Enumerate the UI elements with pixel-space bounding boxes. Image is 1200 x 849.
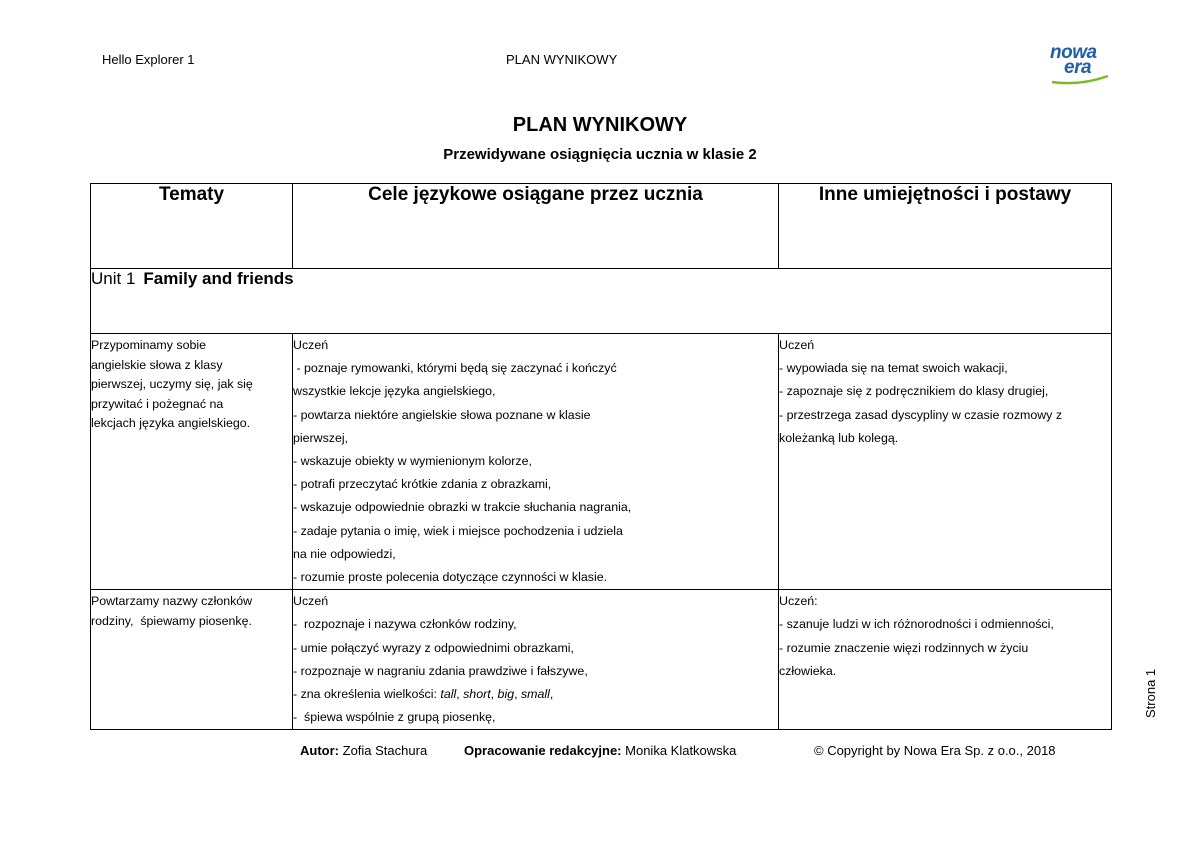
- page-subtitle: Przewidywane osiągnięcia ucznia w klasie 2: [443, 146, 757, 163]
- topic-line: lekcjach języka angielskiego.: [91, 416, 251, 430]
- size-word: small: [520, 687, 550, 702]
- topic-line: przywitać i pożegnać na: [91, 396, 224, 411]
- header-center-title: PLAN WYNIKOWY: [506, 52, 618, 67]
- goal-line: - potrafi przeczytać krótkie zdania z obrazkami,: [293, 477, 552, 492]
- unit-heading: [91, 269, 1112, 334]
- goal-line: - rozpoznaje w nagraniu zdania prawdziwe i fałszywe,: [293, 663, 588, 678]
- goals-cell: [293, 590, 779, 730]
- size-word: tall: [440, 687, 457, 702]
- goal-line: - rozpoznaje i nazywa członków rodziny,: [293, 617, 517, 632]
- topic-line: pierwszej, uczymy się, jak się: [91, 377, 253, 391]
- skill-line: - rozumie znaczenie więzi rodzinnych w życiu: [779, 640, 1029, 655]
- goal-line: - umie połączyć wyrazy z odpowiednimi obrazkami,: [293, 640, 574, 655]
- goal-line: - rozumie proste polecenia dotyczące czynności w klasie.: [293, 570, 608, 585]
- size-word: short: [463, 687, 491, 702]
- header-goals: Cele językowe osiągane przez ucznia: [293, 184, 779, 269]
- skills-cell: [779, 334, 1112, 590]
- skill-line: Uczeń: [779, 338, 815, 352]
- table-row: [91, 334, 1112, 590]
- goal-line: - zadaje pytania o imię, wiek i miejsce pochodzenia i udziela: [293, 523, 623, 538]
- unit-number: Unit 1: [91, 269, 136, 288]
- topic-line: Przypominamy sobie: [91, 338, 207, 352]
- skills-cell: [779, 590, 1112, 730]
- topic-cell: [91, 334, 293, 590]
- author-label: Autor:: [300, 743, 339, 758]
- logo-line1: nowa: [1050, 42, 1097, 63]
- unit-row: [91, 269, 1112, 334]
- footer-copyright: © Copyright by Nowa Era Sp. z o.o., 2018: [814, 743, 1056, 758]
- page-title: PLAN WYNIKOWY: [512, 114, 688, 136]
- goal-line: pierwszej,: [293, 430, 349, 445]
- footer-author: [300, 743, 427, 758]
- page-number: Strona 1: [1143, 668, 1158, 718]
- header-title: Hello Explorer 1: [102, 52, 195, 67]
- logo-line2: era: [1064, 57, 1092, 78]
- topic-line: rodziny, śpiewamy piosenkę.: [91, 613, 252, 628]
- unit-name: Family and friends: [143, 269, 294, 288]
- goal-line: na nie odpowiedzi,: [293, 546, 396, 561]
- plan-table: [90, 183, 1112, 730]
- goal-line: - śpiewa wspólnie z grupą piosenkę,: [293, 710, 496, 725]
- header-skills: Inne umiejętności i postawy: [779, 184, 1112, 269]
- skill-line: - zapoznaje się z podręcznikiem do klasy drugiej,: [779, 384, 1049, 399]
- skill-line: - szanuje ludzi w ich różnorodności i odmienności,: [779, 617, 1054, 632]
- skill-line: człowieka.: [779, 663, 837, 678]
- author-name: Zofia Stachura: [342, 743, 428, 758]
- table-row: [91, 590, 1112, 730]
- footer-editor: [464, 743, 736, 758]
- goal-line: Uczeń: [293, 594, 329, 609]
- topic-line: Powtarzamy nazwy członków: [91, 594, 253, 609]
- topic-line: angielskie słowa z klasy: [91, 357, 223, 372]
- goals-cell: [293, 334, 779, 590]
- editor-label: Opracowanie redakcyjne:: [464, 743, 622, 758]
- nowa-era-logo: [1050, 44, 1110, 90]
- goal-line: - wskazuje obiekty w wymienionym kolorze,: [293, 454, 532, 469]
- size-prefix: - zna określenia wielkości:: [293, 687, 441, 702]
- size-suffix: ,: [549, 687, 554, 702]
- skill-line: - wypowiada się na temat swoich wakacji,: [779, 361, 1008, 376]
- goal-line: Uczeń: [293, 338, 329, 352]
- skill-line: - przestrzega zasad dyscypliny w czasie rozmowy z: [779, 407, 1063, 422]
- table-header-row: [91, 184, 1112, 269]
- topic-cell: [91, 590, 293, 730]
- goal-line: - powtarza niektóre angielskie słowa poznane w klasie: [293, 407, 591, 422]
- header-topics: Tematy: [91, 184, 293, 269]
- goal-line-sizes: - zna określenia wielkości: tall, short, big, small,: [293, 687, 554, 702]
- goal-line: wszystkie lekcje języka angielskiego,: [293, 384, 496, 399]
- editor-name: Monika Klatkowska: [625, 743, 737, 758]
- skill-line: koleżanką lub kolegą.: [779, 430, 899, 445]
- logo-swoosh-icon: [1050, 74, 1110, 86]
- goal-line: - poznaje rymowanki, którymi będą się zaczynać i kończyć: [293, 361, 617, 376]
- size-word: big: [497, 687, 515, 702]
- skill-line: Uczeń:: [779, 594, 818, 609]
- goal-line: - wskazuje odpowiednie obrazki w trakcie słuchania nagrania,: [293, 500, 632, 515]
